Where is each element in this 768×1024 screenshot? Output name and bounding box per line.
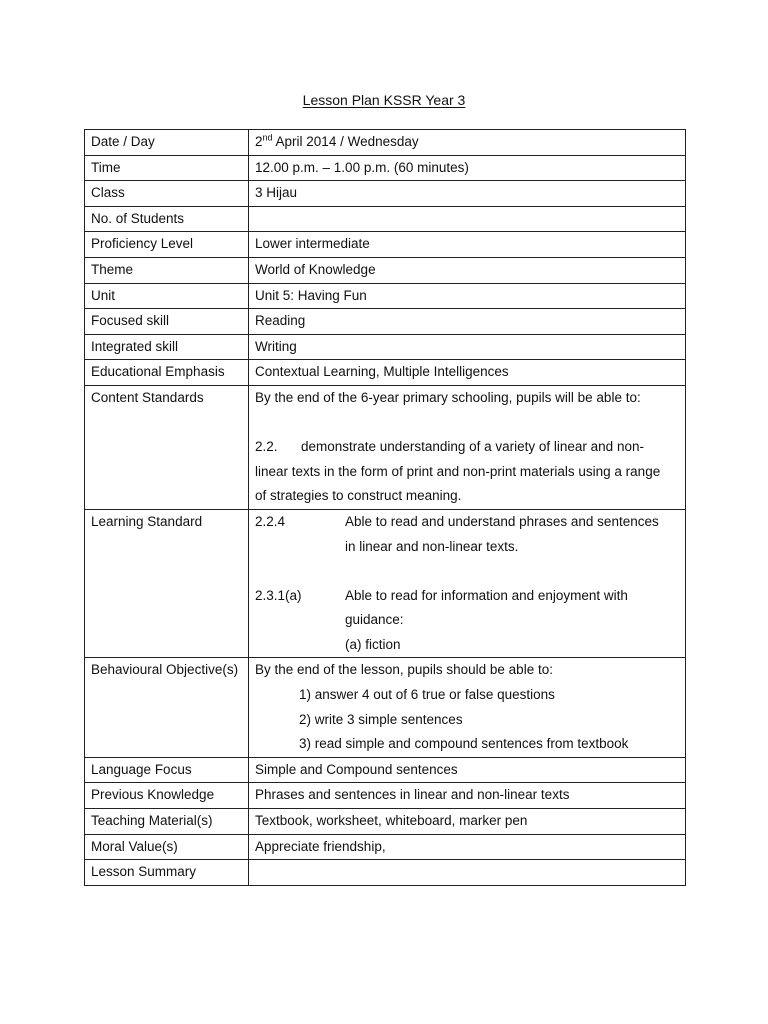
objective-intro: By the end of the lesson, pupils should be able to: [255, 662, 553, 678]
row-label: Teaching Material(s) [85, 809, 249, 835]
content-intro: By the end of the 6-year primary schooling, pupils will be able to: [255, 389, 641, 405]
lesson-plan-table [84, 129, 686, 886]
date-day-number: 2 [255, 134, 263, 149]
row-label: Content Standards [85, 385, 249, 509]
learning-text: Able to read and understand phrases and sentences [345, 513, 659, 529]
table-row [85, 360, 686, 386]
row-label: Educational Emphasis [85, 360, 249, 386]
table-row [85, 181, 686, 207]
table-row [85, 658, 686, 757]
table-row [85, 257, 686, 283]
objective-item: 3) read simple and compound sentences from textbook [299, 736, 629, 752]
theme-value: World of Knowledge [249, 257, 686, 283]
learning-line [255, 584, 679, 609]
learning-line [255, 633, 679, 658]
row-label: Focused skill [85, 309, 249, 335]
objective-item: 1) answer 4 out of 6 true or false questions [299, 687, 555, 703]
date-day-value [249, 130, 686, 156]
lesson-summary-value [249, 860, 686, 886]
table-row [85, 283, 686, 309]
row-label: Learning Standard [85, 509, 249, 658]
proficiency-value: Lower intermediate [249, 232, 686, 258]
content-standards-value [249, 385, 686, 509]
table-row [85, 334, 686, 360]
table-row [85, 834, 686, 860]
table-row [85, 509, 686, 658]
table-row [85, 860, 686, 886]
learning-text: (a) fiction [345, 636, 401, 652]
table-row [85, 232, 686, 258]
integrated-skill-value: Writing [249, 334, 686, 360]
row-label: Proficiency Level [85, 232, 249, 258]
row-label: Time [85, 155, 249, 181]
objective-value [249, 658, 686, 757]
content-line [255, 435, 679, 460]
table-row [85, 757, 686, 783]
previous-knowledge-value: Phrases and sentences in linear and non-linear texts [249, 783, 686, 809]
objective-item: 2) write 3 simple sentences [299, 711, 463, 727]
learning-text: Able to read for information and enjoyment with [345, 587, 628, 603]
learning-standard-value [249, 509, 686, 658]
row-label: No. of Students [85, 206, 249, 232]
row-label: Integrated skill [85, 334, 249, 360]
document-title: Lesson Plan KSSR Year 3 [302, 92, 466, 108]
row-label: Theme [85, 257, 249, 283]
table-row [85, 155, 686, 181]
focused-skill-value: Reading [249, 309, 686, 335]
content-code: 2.2. [255, 439, 278, 455]
learning-text: in linear and non-linear texts. [345, 538, 519, 554]
table-row [85, 206, 686, 232]
row-label: Behavioural Objective(s) [85, 658, 249, 757]
learning-line [255, 535, 679, 560]
teaching-material-value: Textbook, worksheet, whiteboard, marker pen [249, 809, 686, 835]
table-row [85, 309, 686, 335]
language-focus-value: Simple and Compound sentences [249, 757, 686, 783]
unit-value: Unit 5: Having Fun [249, 283, 686, 309]
row-label: Unit [85, 283, 249, 309]
row-label: Date / Day [85, 130, 249, 156]
row-label: Language Focus [85, 757, 249, 783]
content-line: of strategies to construct meaning. [255, 488, 462, 504]
row-label: Class [85, 181, 249, 207]
emphasis-value: Contextual Learning, Multiple Intelligences [249, 360, 686, 386]
time-value: 12.00 p.m. – 1.00 p.m. (60 minutes) [249, 155, 686, 181]
blank-line [255, 411, 679, 436]
moral-value: Appreciate friendship, [249, 834, 686, 860]
table-row [85, 783, 686, 809]
table-row [85, 385, 686, 509]
content-text: demonstrate understanding of a variety of linear and non- [301, 439, 644, 455]
row-label: Lesson Summary [85, 860, 249, 886]
table-row [85, 809, 686, 835]
blank-line [255, 559, 679, 584]
learning-code: 2.3.1(a) [255, 587, 302, 603]
learning-line [255, 510, 679, 535]
table-row [85, 130, 686, 156]
learning-code: 2.2.4 [255, 513, 286, 529]
students-value [249, 206, 686, 232]
row-label: Moral Value(s) [85, 834, 249, 860]
learning-line [255, 608, 679, 633]
date-day-rest: April 2014 / Wednesday [272, 134, 419, 149]
learning-text: guidance: [345, 612, 404, 628]
date-ordinal-suffix: nd [262, 132, 273, 143]
row-label: Previous Knowledge [85, 783, 249, 809]
class-value: 3 Hijau [249, 181, 686, 207]
content-line: linear texts in the form of print and non-print materials using a range [255, 463, 661, 479]
